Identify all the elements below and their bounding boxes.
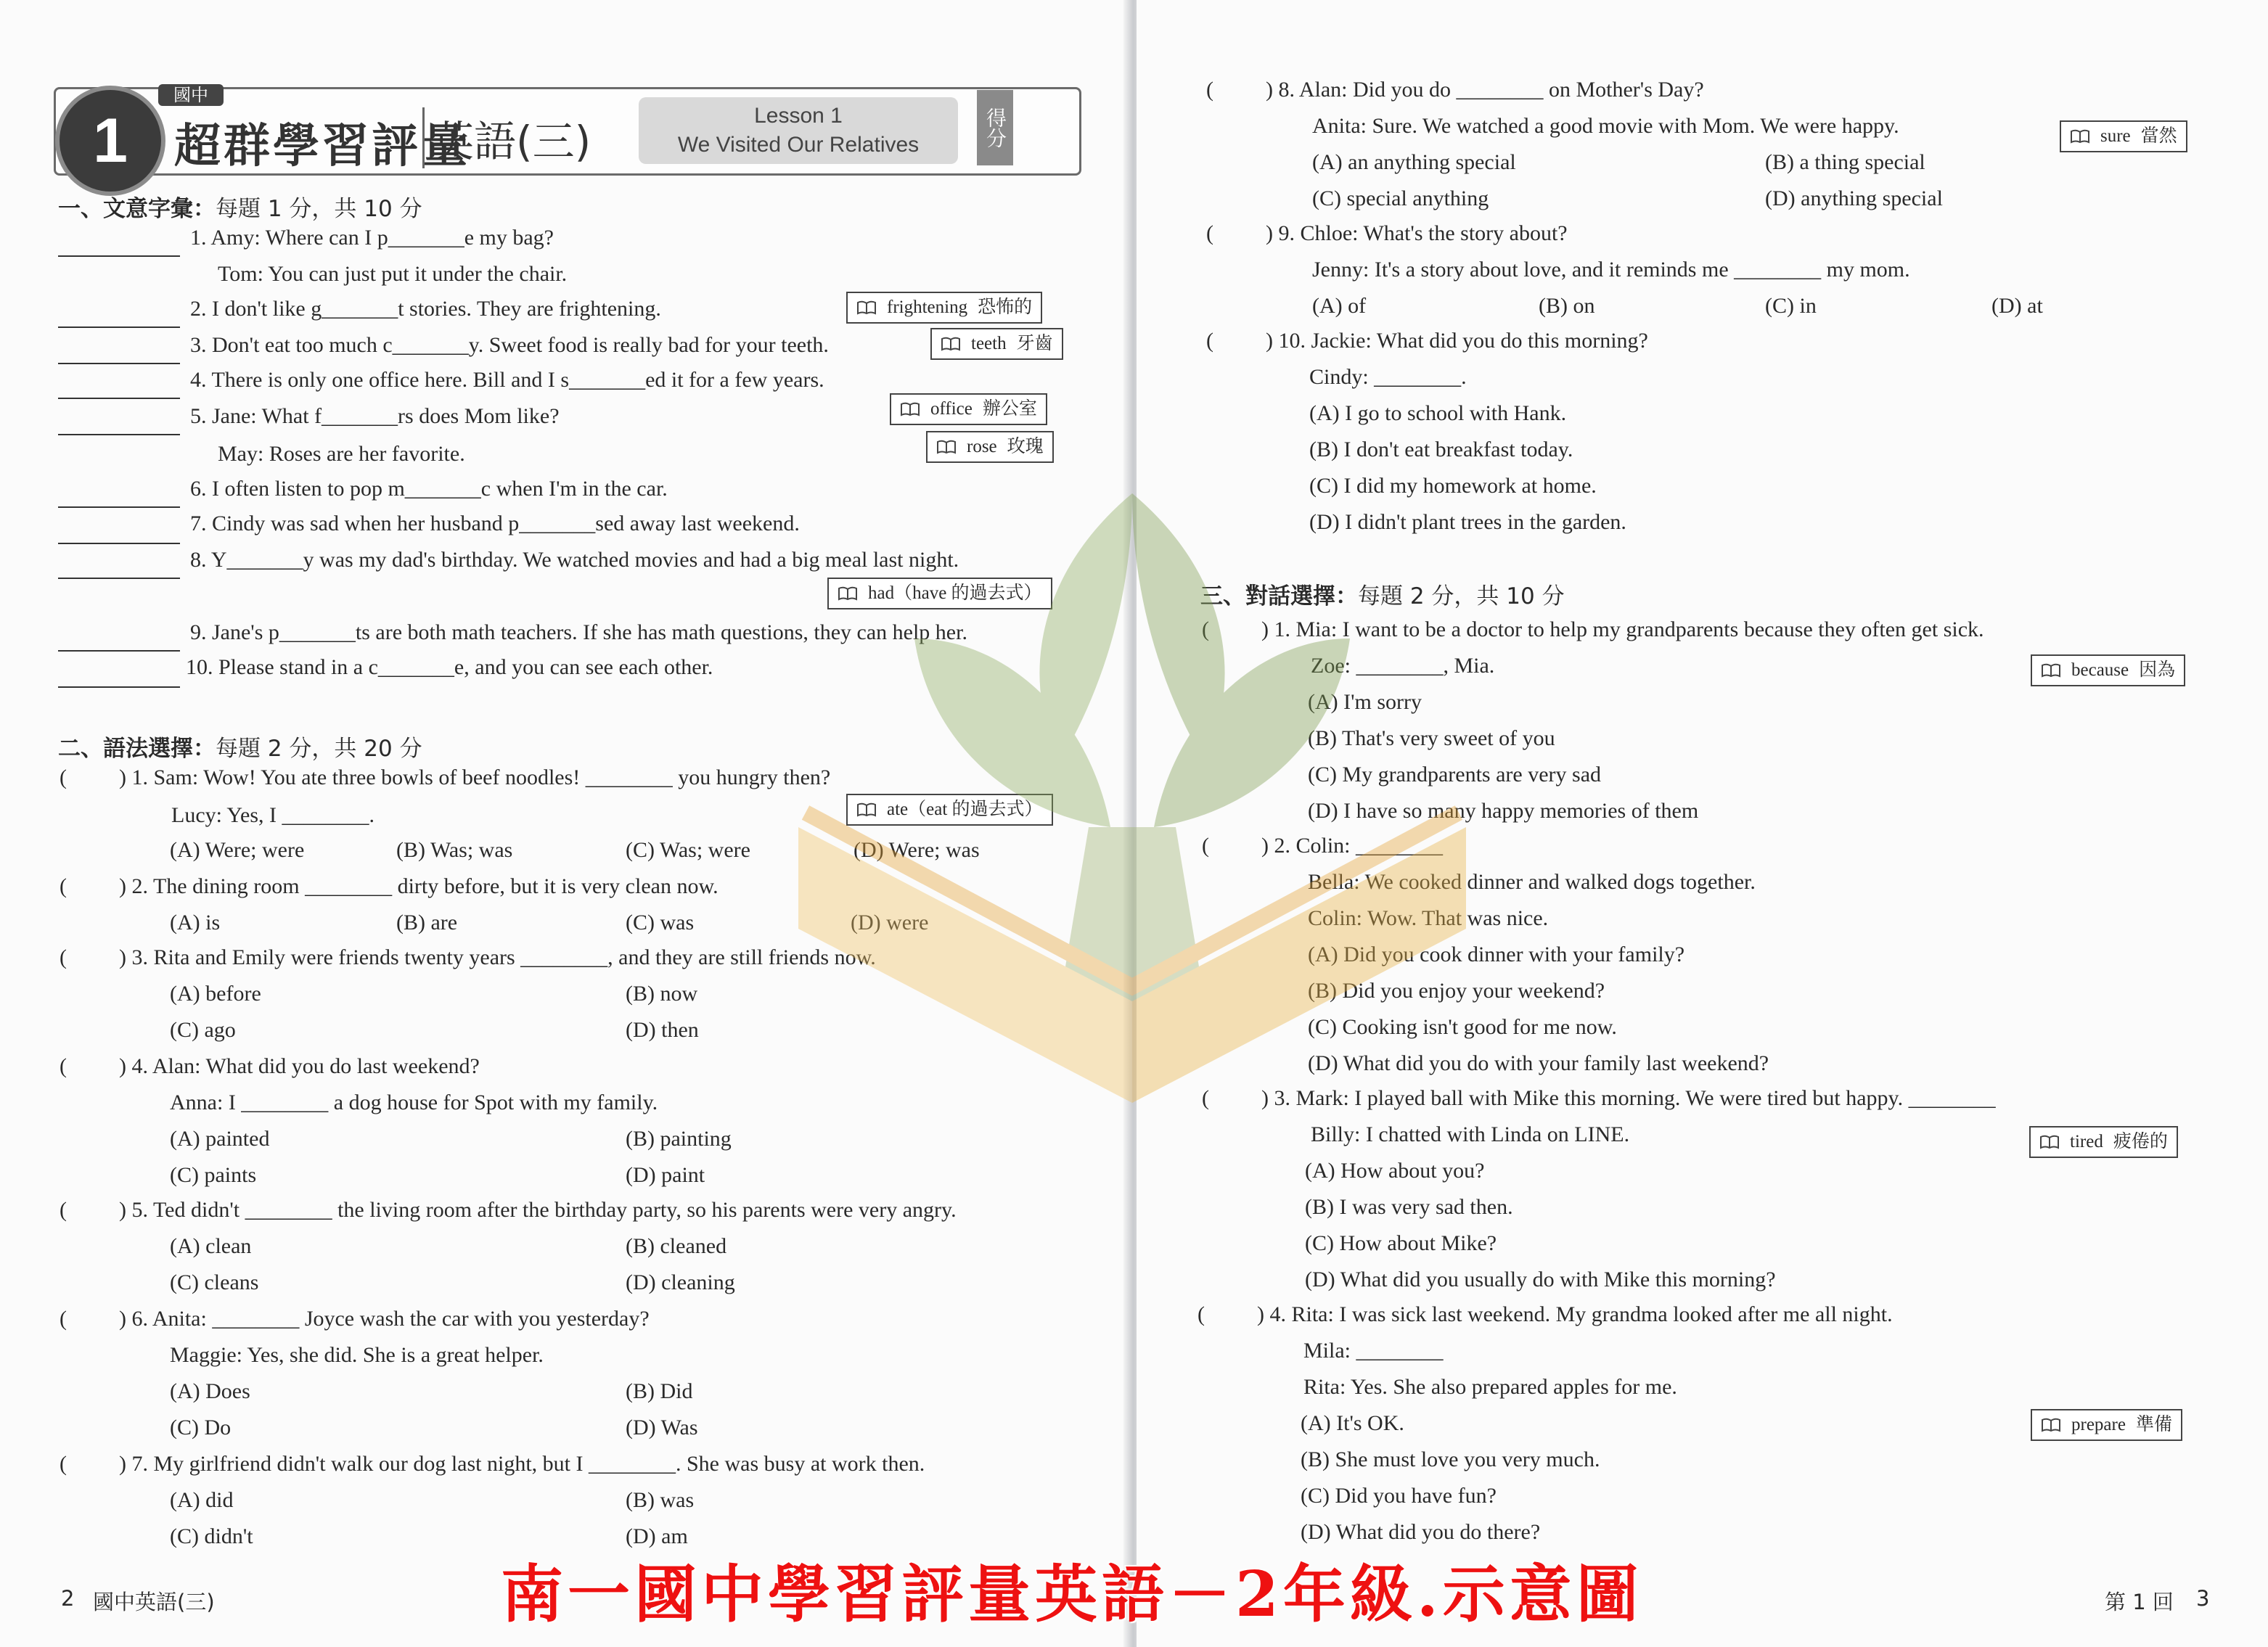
s3-q2-option-a[interactable]: (A) Did you cook dinner with your family? xyxy=(1308,942,1685,966)
header-subject: 英語(三) xyxy=(422,107,591,168)
s3-q4-option-d[interactable]: (D) What did you do there? xyxy=(1301,1520,1541,1544)
answer-line-4[interactable] xyxy=(58,398,180,399)
s2-q10-option-a[interactable]: (A) I go to school with Hank. xyxy=(1309,401,1567,425)
lesson-title: Lesson 1 xyxy=(754,104,843,128)
vocab-box-prepare xyxy=(2031,1409,2182,1441)
s3-q4-option-a[interactable]: (A) It's OK. xyxy=(1301,1411,1404,1435)
right-page xyxy=(1137,0,2268,1647)
s2-q7-option-d[interactable]: (D) am xyxy=(626,1524,688,1548)
paren[interactable]: ( xyxy=(60,1307,67,1331)
s1-q7: 7. Cindy was sad when her husband p_______sed away last weekend. xyxy=(190,512,800,535)
s3-q1-line2: Zoe: ________, Mia. xyxy=(1311,654,1495,678)
s2-q3-option-b[interactable]: (B) now xyxy=(626,982,698,1006)
s2-q3-option-c[interactable]: (C) ago xyxy=(170,1018,236,1042)
paren[interactable]: ( xyxy=(60,1452,67,1476)
s1-q8: 8. Y_______y was my dad's birthday. We watched movies and had a big meal last night. xyxy=(190,548,959,572)
vocab-zh: 辦公室 xyxy=(982,399,1037,419)
s2-q9-option-b[interactable]: (B) on xyxy=(1539,294,1595,318)
s3-q4-line3: Rita: Yes. She also prepared apples for me. xyxy=(1303,1375,1677,1399)
s2-q8-line2: Anita: Sure. We watched a good movie with Mom. We were happy. xyxy=(1312,114,1899,138)
section3-title: 三、對話選擇： xyxy=(1200,583,1358,609)
s2-q10-option-c[interactable]: (C) I did my homework at home. xyxy=(1309,474,1597,498)
s2-q1: ) 1. Sam: Wow! You ate three bowls of beef noodles! ________ you hungry then? xyxy=(119,765,831,789)
s1-q4: 4. There is only one office here. Bill and I s_______ed it for a few years. xyxy=(190,368,824,392)
vocab-box-because xyxy=(2031,654,2185,686)
s2-q4-line2: Anna: I ________ a dog house for Spot with my family. xyxy=(170,1091,658,1114)
s2-q6-option-d[interactable]: (D) Was xyxy=(626,1416,698,1439)
paren[interactable]: ( xyxy=(60,1054,67,1078)
right-round-label: 第 1 回 xyxy=(2105,1590,2174,1614)
s2-q3-option-a[interactable]: (A) before xyxy=(170,982,261,1006)
s2-q8-option-b[interactable]: (B) a thing special xyxy=(1765,150,1925,174)
s3-q3-line2: Billy: I chatted with Linda on LINE. xyxy=(1311,1122,1630,1146)
book-icon xyxy=(900,402,920,416)
score-tab: 得分 xyxy=(977,90,1013,165)
vocab-box-sure xyxy=(2060,120,2187,152)
s2-q4-option-b[interactable]: (B) painting xyxy=(626,1127,732,1151)
s1-q2: 2. I don't like g_______t stories. They are frightening. xyxy=(190,297,661,321)
lesson-box xyxy=(639,97,958,164)
s3-q3-option-a[interactable]: (A) How about you? xyxy=(1305,1159,1485,1183)
paren[interactable]: ( xyxy=(1202,1086,1209,1110)
vocab-en: because xyxy=(2071,660,2129,680)
vocab-zh: 恐怖的 xyxy=(978,297,1033,317)
grade-tab: 國中 xyxy=(158,84,224,106)
paren[interactable]: ( xyxy=(1206,78,1213,102)
answer-line-7[interactable] xyxy=(58,543,180,544)
s2-q7-option-b[interactable]: (B) was xyxy=(626,1488,695,1512)
s3-q1: ) 1. Mia: I want to be a doctor to help my grandparents because they often get sick. xyxy=(1261,617,1984,641)
vocab-en: sure xyxy=(2100,126,2131,146)
s3-q2-option-c[interactable]: (C) Cooking isn't good for me now. xyxy=(1308,1015,1617,1039)
right-page-number: 3 xyxy=(2196,1586,2210,1611)
s2-q2-option-d[interactable]: (D) were xyxy=(851,911,929,935)
s2-q6-option-a[interactable]: (A) Does xyxy=(170,1379,250,1403)
s3-q2-line2: Bella: We cooked dinner and walked dogs together. xyxy=(1308,870,1756,894)
s2-q5: ) 5. Ted didn't ________ the living room after the birthday party, so his parents were very angry. xyxy=(119,1198,957,1222)
s3-q3-option-c[interactable]: (C) How about Mike? xyxy=(1305,1231,1497,1255)
answer-line-9[interactable] xyxy=(58,650,180,652)
book-icon xyxy=(856,802,877,817)
s2-q4-option-a[interactable]: (A) painted xyxy=(170,1127,270,1151)
vocab-en: had（have 的過去式） xyxy=(868,583,1042,603)
vocab-en: office xyxy=(930,399,973,419)
vocab-zh: 因為 xyxy=(2139,660,2176,680)
book-icon xyxy=(838,586,858,601)
s2-q2: ) 2. The dining room ________ dirty before, but it is very clean now. xyxy=(119,874,719,898)
s2-q7-option-a[interactable]: (A) did xyxy=(170,1488,234,1512)
s1-q3: 3. Don't eat too much c_______y. Sweet food is really bad for your teeth. xyxy=(190,333,829,357)
vocab-box-frightening xyxy=(846,292,1042,324)
paren[interactable]: ( xyxy=(60,1198,67,1222)
s2-q4-option-c[interactable]: (C) paints xyxy=(170,1163,257,1187)
s1-q6: 6. I often listen to pop m_______c when I'm in the car. xyxy=(190,477,668,501)
vocab-en: prepare xyxy=(2071,1415,2126,1434)
s2-q1-option-c[interactable]: (C) Was; were xyxy=(626,838,750,862)
s2-q8-option-a[interactable]: (A) an anything special xyxy=(1312,150,1516,174)
paren[interactable]: ( xyxy=(1198,1302,1205,1326)
paren[interactable]: ( xyxy=(60,945,67,969)
s2-q5-option-d[interactable]: (D) cleaning xyxy=(626,1270,735,1294)
vocab-box-teeth xyxy=(930,328,1063,360)
s1-q10: 10. Please stand in a c_______e, and you can see each other. xyxy=(186,655,713,679)
s2-q7-option-c[interactable]: (C) didn't xyxy=(170,1524,253,1548)
vocab-zh: 當然 xyxy=(2140,126,2177,146)
s2-q6: ) 6. Anita: ________ Joyce wash the car with you yesterday? xyxy=(119,1307,650,1331)
s2-q10-option-d[interactable]: (D) I didn't plant trees in the garden. xyxy=(1309,510,1626,534)
vocab-box-ate xyxy=(846,794,1053,826)
s2-q3: ) 3. Rita and Emily were friends twenty years ________, and they are still friends now. xyxy=(119,945,876,969)
vocab-box-office xyxy=(890,393,1047,425)
s2-q1-line2: Lucy: Yes, I ________. xyxy=(171,803,375,827)
answer-line-3[interactable] xyxy=(58,363,180,364)
book-icon xyxy=(936,440,957,454)
s1-q1: 1. Amy: Where can I p_______e my bag? xyxy=(190,226,554,250)
s2-q9-option-a[interactable]: (A) of xyxy=(1312,294,1367,318)
paren[interactable]: ( xyxy=(1206,221,1213,245)
section1-heading xyxy=(58,190,422,223)
vocab-en: tired xyxy=(2070,1132,2103,1151)
paren[interactable]: ( xyxy=(60,874,67,898)
answer-line-1[interactable] xyxy=(58,255,180,257)
s3-q4: ) 4. Rita: I was sick last weekend. My grandma looked after me all night. xyxy=(1257,1302,1893,1326)
s2-q9: ) 9. Chloe: What's the story about? xyxy=(1266,221,1568,245)
section2-title: 二、語法選擇： xyxy=(58,736,216,762)
s2-q5-option-a[interactable]: (A) clean xyxy=(170,1234,252,1258)
vocab-zh: 牙齒 xyxy=(1016,334,1053,353)
s3-q3-option-d[interactable]: (D) What did you usually do with Mike this morning? xyxy=(1305,1268,1776,1291)
s2-q8-option-d[interactable]: (D) anything special xyxy=(1765,186,1943,210)
s2-q2-option-b[interactable]: (B) are xyxy=(396,911,458,935)
s3-q1-option-b[interactable]: (B) That's very sweet of you xyxy=(1308,726,1555,750)
s2-q7: ) 7. My girlfriend didn't walk our dog last night, but I ________. She was busy at work then. xyxy=(119,1452,925,1476)
book-icon xyxy=(2041,1418,2061,1432)
answer-line-2[interactable] xyxy=(58,326,180,328)
answer-line-5[interactable] xyxy=(58,434,180,435)
lesson-subtitle: We Visited Our Relatives xyxy=(677,133,920,157)
s2-q1-option-b[interactable]: (B) Was; was xyxy=(396,838,513,862)
vocab-en: frightening xyxy=(887,297,968,317)
vocab-zh: 疲倦的 xyxy=(2113,1132,2168,1151)
s3-q4-line2: Mila: ________ xyxy=(1303,1339,1444,1363)
vocab-en: ate（eat 的過去式） xyxy=(887,800,1043,819)
vocab-box-tired xyxy=(2029,1126,2178,1158)
paren[interactable]: ( xyxy=(1206,329,1213,353)
s2-q9-line2: Jenny: It's a story about love, and it reminds me ________ my mom. xyxy=(1312,258,1910,282)
s2-q1-option-a[interactable]: (A) Were; were xyxy=(170,838,305,862)
s3-q2-option-b[interactable]: (B) Did you enjoy your weekend? xyxy=(1308,979,1605,1003)
s2-q2-option-c[interactable]: (C) was xyxy=(626,911,695,935)
s3-q2: ) 2. Colin: ________ xyxy=(1261,834,1444,858)
answer-line-6[interactable] xyxy=(58,506,180,508)
section1-points: 每題 1 分，共 10 分 xyxy=(216,196,422,222)
book-icon xyxy=(941,337,961,351)
section3-heading xyxy=(1200,578,1565,610)
s1-q5: 5. Jane: What f_______rs does Mom like? xyxy=(190,404,560,428)
vocab-box-had xyxy=(827,578,1052,609)
section2-heading xyxy=(58,730,422,763)
vocab-zh: 準備 xyxy=(2135,1415,2172,1434)
book-icon xyxy=(2039,1135,2060,1149)
s2-q10-option-b[interactable]: (B) I don't eat breakfast today. xyxy=(1309,438,1573,461)
s2-q6-option-c[interactable]: (C) Do xyxy=(170,1416,232,1439)
s2-q8: ) 8. Alan: Did you do ________ on Mother's Day? xyxy=(1266,78,1704,102)
s2-q10: ) 10. Jackie: What did you do this morning? xyxy=(1266,329,1648,353)
left-page-number: 2 xyxy=(61,1586,75,1611)
s2-q6-line2: Maggie: Yes, she did. She is a great helper. xyxy=(170,1343,544,1367)
s1-q9: 9. Jane's p_______ts are both math teachers. If she has math questions, they can help her. xyxy=(190,620,967,644)
lesson-number-badge: 1 xyxy=(55,86,165,196)
s3-q2-option-d[interactable]: (D) What did you do with your family last weekend? xyxy=(1308,1051,1769,1075)
s2-q4: ) 4. Alan: What did you do last weekend? xyxy=(119,1054,480,1078)
book-icon xyxy=(2041,663,2061,678)
s1-q1-answer: Tom: You can just put it under the chair. xyxy=(218,262,568,286)
s3-q1-option-d[interactable]: (D) I have so many happy memories of them xyxy=(1308,799,1699,823)
paren[interactable]: ( xyxy=(1202,617,1209,641)
s1-q5-answer: May: Roses are her favorite. xyxy=(218,442,465,466)
vocab-en: rose xyxy=(967,437,997,456)
s3-q3-option-b[interactable]: (B) I was very sad then. xyxy=(1305,1195,1513,1219)
vocab-en: teeth xyxy=(971,334,1007,353)
s2-q9-option-d[interactable]: (D) at xyxy=(1991,294,2043,318)
s2-q4-option-d[interactable]: (D) paint xyxy=(626,1163,705,1187)
caption-banner: 南一國中學習評量英語－2年級.示意圖 xyxy=(501,1558,1643,1631)
section2-points: 每題 2 分，共 20 分 xyxy=(216,736,422,762)
s2-q5-option-b[interactable]: (B) cleaned xyxy=(626,1234,727,1258)
s2-q3-option-d[interactable]: (D) then xyxy=(626,1018,699,1042)
section3-points: 每題 2 分，共 10 分 xyxy=(1358,583,1565,609)
s2-q6-option-b[interactable]: (B) Did xyxy=(626,1379,693,1403)
s2-q5-option-c[interactable]: (C) cleans xyxy=(170,1270,259,1294)
answer-line-10[interactable] xyxy=(58,686,180,688)
s3-q4-option-b[interactable]: (B) She must love you very much. xyxy=(1301,1447,1600,1471)
vocab-box-rose xyxy=(926,431,1054,463)
s3-q4-option-c[interactable]: (C) Did you have fun? xyxy=(1301,1484,1497,1508)
paren[interactable]: ( xyxy=(1202,834,1209,858)
s2-q10-line2: Cindy: ________. xyxy=(1309,365,1467,389)
left-page-title: 國中英語(三) xyxy=(93,1590,215,1614)
section1-title: 一、文意字彙： xyxy=(58,196,216,222)
header-title: 超群學習評量 xyxy=(174,120,470,173)
paren[interactable]: ( xyxy=(60,765,67,789)
answer-line-8[interactable] xyxy=(58,578,180,579)
s3-q3: ) 3. Mark: I played ball with Mike this morning. We were tired but happy. ________ xyxy=(1261,1086,1996,1110)
vocab-zh: 玫瑰 xyxy=(1007,437,1044,456)
s2-q8-option-c[interactable]: (C) special anything xyxy=(1312,186,1489,210)
s3-q2-line3: Colin: Wow. That was nice. xyxy=(1308,906,1549,930)
s2-q1-option-d[interactable]: (D) Were; was xyxy=(853,838,980,862)
book-icon xyxy=(2070,129,2090,144)
s3-q1-option-c[interactable]: (C) My grandparents are very sad xyxy=(1308,763,1602,786)
s3-q1-option-a[interactable]: (A) I'm sorry xyxy=(1308,690,1422,714)
s2-q9-option-c[interactable]: (C) in xyxy=(1765,294,1817,318)
s2-q2-option-a[interactable]: (A) is xyxy=(170,911,221,935)
book-icon xyxy=(856,300,877,315)
